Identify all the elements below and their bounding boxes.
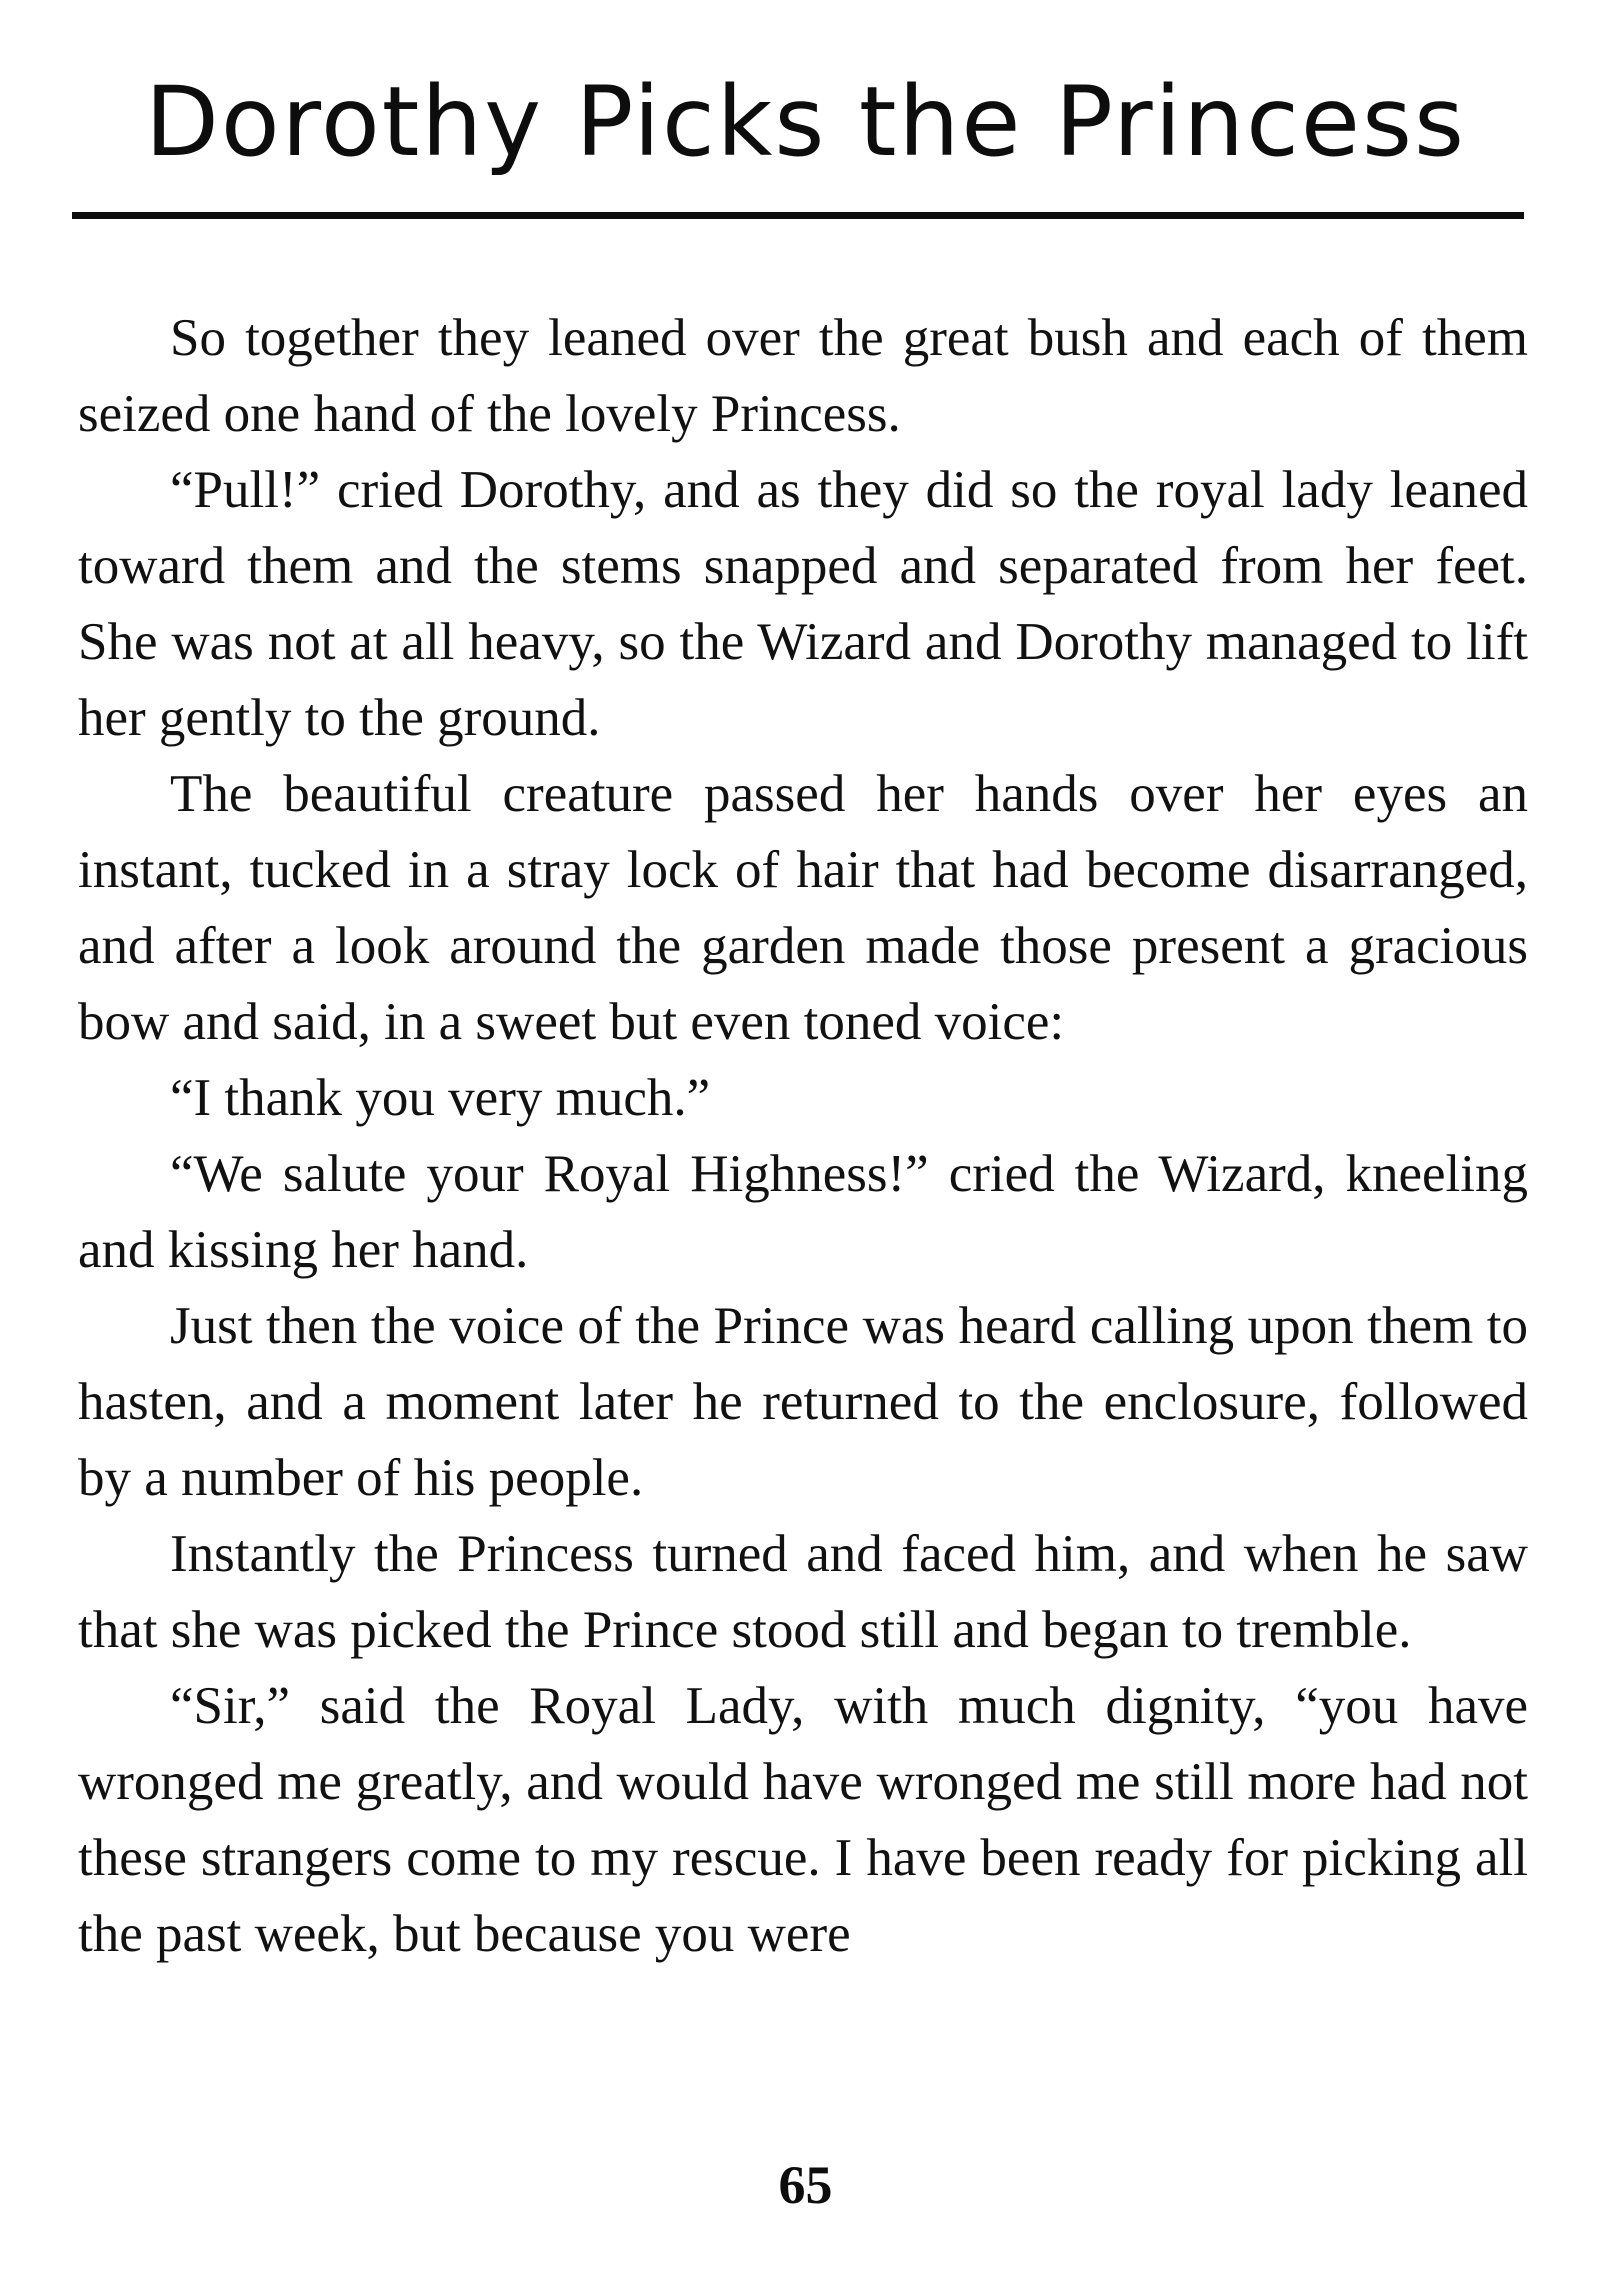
paragraph: So together they leaned over the great bush and each of them seized one hand of the lovely Princess.: [78, 309, 1528, 443]
paragraph: Instantly the Princess turned and faced him, and when he saw that she was picked the Prince stood still and began to tremble.: [78, 1525, 1528, 1659]
body-text: [78, 300, 1528, 1972]
paragraph: “Pull!” cried Dorothy, and as they did so the royal lady leaned toward them and the stems snapped and separated from her feet. She was not at all heavy, so the Wizard and Dorothy managed to lift her gently to the ground.: [78, 461, 1528, 747]
paragraph: “We salute your Royal Highness!” cried the Wizard, kneeling and kissing her hand.: [78, 1145, 1528, 1279]
paragraph: “I thank you very much.”: [170, 1069, 711, 1127]
paragraph: The beautiful creature passed her hands over her eyes an instant, tucked in a stray lock of hair that had become disarranged, and after a look around the garden made those present a gracious bow and said, in a sweet but even toned voice:: [78, 765, 1528, 1051]
page-number: 65: [778, 2155, 833, 2215]
title-rule: [72, 212, 1524, 219]
paragraph: Just then the voice of the Prince was heard calling upon them to hasten, and a moment later he returned to the enclosure, followed by a number of his people.: [78, 1297, 1528, 1507]
paragraph: “Sir,” said the Royal Lady, with much dignity, “you have wronged me greatly, and would have wronged me still more had not these strangers come to my rescue. I have been ready for picking all the past week, but because you were: [78, 1677, 1528, 1963]
chapter-title: Dorothy Picks the Princess: [144, 66, 1467, 178]
